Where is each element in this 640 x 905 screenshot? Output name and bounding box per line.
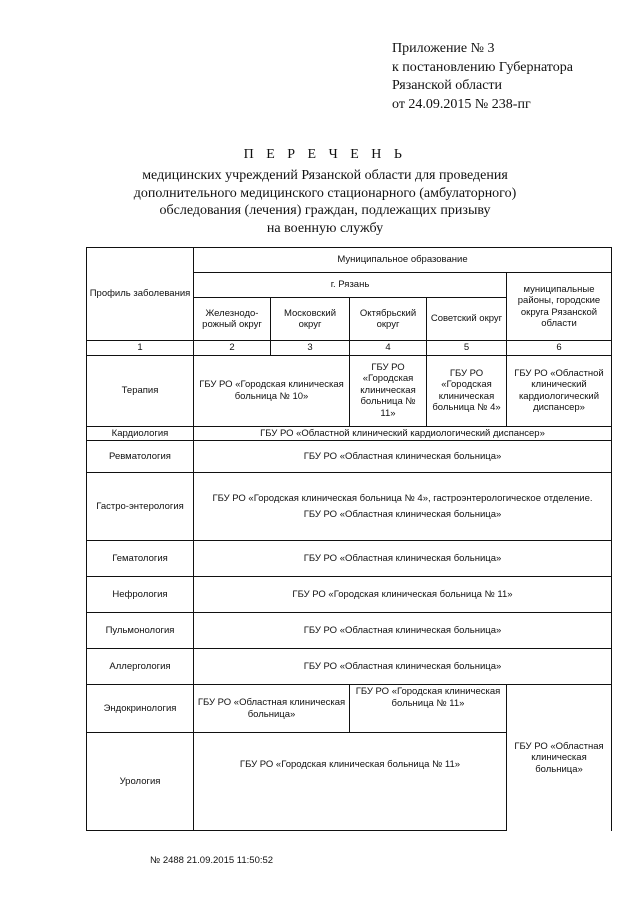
col-number-2: 2 bbox=[194, 341, 271, 356]
row-label-hematology: Гематология bbox=[87, 541, 194, 577]
title-line-4: на военную службу bbox=[266, 220, 384, 236]
col-number-4: 4 bbox=[350, 341, 427, 356]
endocrinology-cell-4-5: ГБУ РО «Городская клиническая больница № 11» bbox=[350, 685, 507, 733]
gastro-cell bbox=[194, 473, 612, 541]
gastro-line-2: ГБУ РО «Областная клиническая больница» bbox=[303, 508, 502, 520]
col-number-1: 1 bbox=[87, 341, 194, 356]
institutions-table bbox=[86, 247, 612, 831]
col-number-6: 6 bbox=[507, 341, 612, 356]
hematology-cell: ГБУ РО «Областная клиническая больница» bbox=[194, 541, 612, 577]
annex-block bbox=[392, 40, 573, 114]
cardiology-cell: ГБУ РО «Областной клинический кардиологический диспансер» bbox=[194, 426, 612, 441]
header-city: г. Рязань bbox=[194, 273, 507, 298]
title-line-3: обследования (лечения) граждан, подлежащих призыву bbox=[159, 203, 491, 218]
annex-decree: к постановлению Губернатора bbox=[392, 59, 573, 75]
therapy-cell-6: ГБУ РО «Областной клинический кардиологический диспансер» bbox=[507, 355, 612, 426]
pulmonology-cell: ГБУ РО «Областная клиническая больница» bbox=[194, 613, 612, 649]
endocrinology-urology-cell-6: ГБУ РО «Областная клиническая больница» bbox=[507, 685, 612, 831]
title-main: П Е Р Е Ч Е Н Ь bbox=[243, 147, 407, 162]
document-title bbox=[120, 147, 530, 237]
rheumatology-cell: ГБУ РО «Областная клиническая больница» bbox=[194, 441, 612, 473]
gastro-line-1: ГБУ РО «Городская клиническая больница № 4», гастроэнтерологическое отделение. bbox=[212, 493, 593, 504]
urology-cell: ГБУ РО «Городская клиническая больница № 11» bbox=[194, 733, 507, 831]
table-row bbox=[87, 685, 612, 733]
annex-title: Приложение № 3 bbox=[392, 41, 495, 56]
row-label-urology: Урология bbox=[87, 733, 194, 831]
title-line-2: дополнительного медицинского стационарного (амбулаторного) bbox=[133, 185, 517, 201]
registration-stamp: № 2488 21.09.2015 11:50:52 bbox=[150, 855, 274, 866]
col-number-3: 3 bbox=[271, 341, 350, 356]
table-row bbox=[87, 441, 612, 473]
header-districts: муниципальные районы, городские округа Рязанской области bbox=[507, 273, 612, 341]
therapy-cell-5: ГБУ РО «Городская клиническая больница № 4» bbox=[427, 355, 507, 426]
nephrology-cell: ГБУ РО «Городская клиническая больница № 11» bbox=[194, 577, 612, 613]
row-label-endocrinology: Эндокринология bbox=[87, 685, 194, 733]
table-row bbox=[87, 577, 612, 613]
endocrinology-cell-2-3: ГБУ РО «Областная клиническая больница» bbox=[194, 685, 350, 733]
header-col-2: Железнодо-рожный округ bbox=[194, 298, 271, 341]
table-row bbox=[87, 613, 612, 649]
row-label-pulmonology: Пульмонология bbox=[87, 613, 194, 649]
row-label-gastro: Гастро-энтерология bbox=[87, 473, 194, 541]
title-line-1: медицинских учреждений Рязанской области для проведения bbox=[142, 168, 508, 183]
annex-region: Рязанской области bbox=[392, 78, 503, 93]
header-col-5: Советский округ bbox=[427, 298, 507, 341]
allergology-cell: ГБУ РО «Областная клиническая больница» bbox=[194, 649, 612, 685]
header-municipal: Муниципальное образование bbox=[194, 248, 612, 273]
therapy-cell-2-3: ГБУ РО «Городская клиническая больница № 10» bbox=[194, 355, 350, 426]
header-profile: Профиль заболевания bbox=[87, 248, 194, 341]
table-row bbox=[87, 426, 612, 441]
table-row bbox=[87, 649, 612, 685]
header-col-3: Московский округ bbox=[271, 298, 350, 341]
row-label-allergology: Аллергология bbox=[87, 649, 194, 685]
annex-date: от 24.09.2015 № 238-пг bbox=[392, 96, 531, 112]
therapy-cell-4: ГБУ РО «Городская клиническая больница № 11» bbox=[350, 355, 427, 426]
row-label-nephrology: Нефрология bbox=[87, 577, 194, 613]
row-label-cardiology: Кардиология bbox=[87, 426, 194, 441]
row-label-therapy: Терапия bbox=[87, 355, 194, 426]
row-label-rheumatology: Ревматология bbox=[87, 441, 194, 473]
table-row bbox=[87, 473, 612, 541]
col-number-5: 5 bbox=[427, 341, 507, 356]
table-row bbox=[87, 541, 612, 577]
table-row bbox=[87, 355, 612, 426]
header-col-4: Октябрьский округ bbox=[350, 298, 427, 341]
